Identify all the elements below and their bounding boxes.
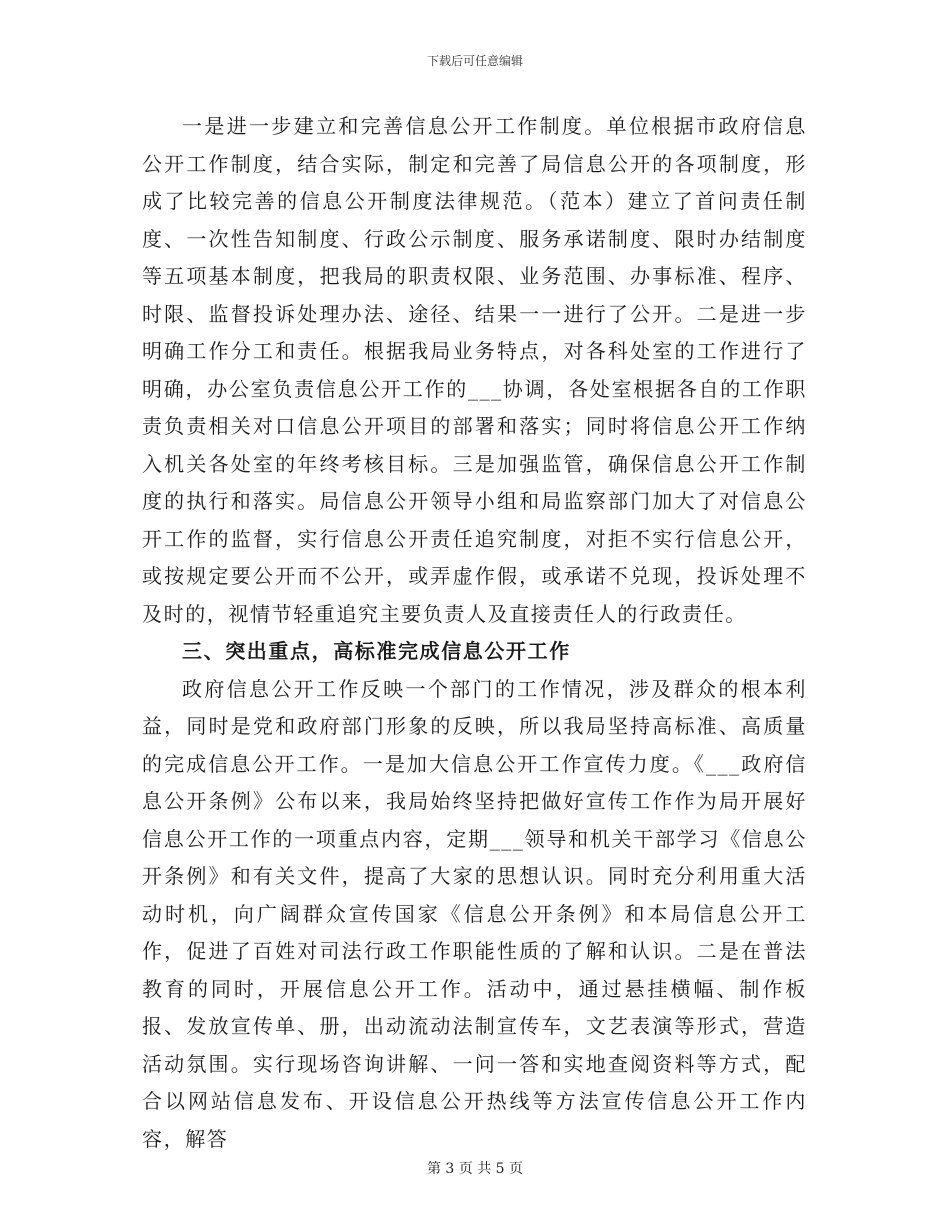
section-heading: 三、突出重点，高标准完成信息公开工作 <box>182 639 571 663</box>
document-body <box>142 108 807 1158</box>
body-paragraph-1: 一是进一步建立和完善信息公开工作制度。单位根据市政府信息公开工作制度，结合实际，制定和完善了局信息公开的各项制度，形成了比较完善的信息公开制度法律规范。（范本）建立了首问责任制度、一次性告知制度、行政公示制度、服务承诺制度、限时办结制度等五项基本制度，把我局的职责权限、业务范围、办事标准、程序、时限、监督投诉处理办法、途径、结果一一进行了公开。二是进一步明确工作分工和责任。根据我局业务特点，对各科处室的工作进行了明确，办公室负责信息公开工作的___协调，各处室根据各自的工作职责负责相关对口信息公开项目的部署和落实；同时将信息公开工作纳入机关各处室的年终考核目标。三是加强监管，确保信息公开工作制度的执行和落实。局信息公开领导小组和局监察部门加大了对信息公开工作的监督，实行信息公开责任追究制度，对拒不实行信息公开，或按规定要公开而不公开，或弄虚作假，或承诺不兑现，投诉处理不及时的，视情节轻重追究主要负责人及直接责任人的行政责任。 <box>142 114 807 626</box>
page-header: 下载后可任意编辑 <box>426 54 523 68</box>
page-footer: 第 3 页 共 5 页 <box>426 1161 524 1177</box>
body-paragraph-2: 政府信息公开工作反映一个部门的工作情况，涉及群众的根本利益，同时是党和政府部门形象的反映，所以我局坚持高标准、高质量的完成信息公开工作。一是加大信息公开工作宣传力度。《___政府信息公开条例》公布以来，我局始终坚持把做好宣传工作作为局开展好信息公开工作的一项重点内容，定期___领导和机关干部学习《信息公开条例》和有关文件，提高了大家的思想认识。同时充分利用重大活动时机，向广阔群众宣传国家《信息公开条例》和本局信息公开工作，促进了百姓对司法行政工作职能性质的了解和认识。二是在普法教育的同时，开展信息公开工作。活动中，通过悬挂横幅、制作板报、发放宣传单、册，出动流动法制宣传车，文艺表演等形式，营造活动氛围。实行现场咨询讲解、一问一答和实地查阅资料等方式，配合以网站信息发布、开设信息公开热线等方法宣传信息公开工作内容，解答 <box>142 676 807 1151</box>
